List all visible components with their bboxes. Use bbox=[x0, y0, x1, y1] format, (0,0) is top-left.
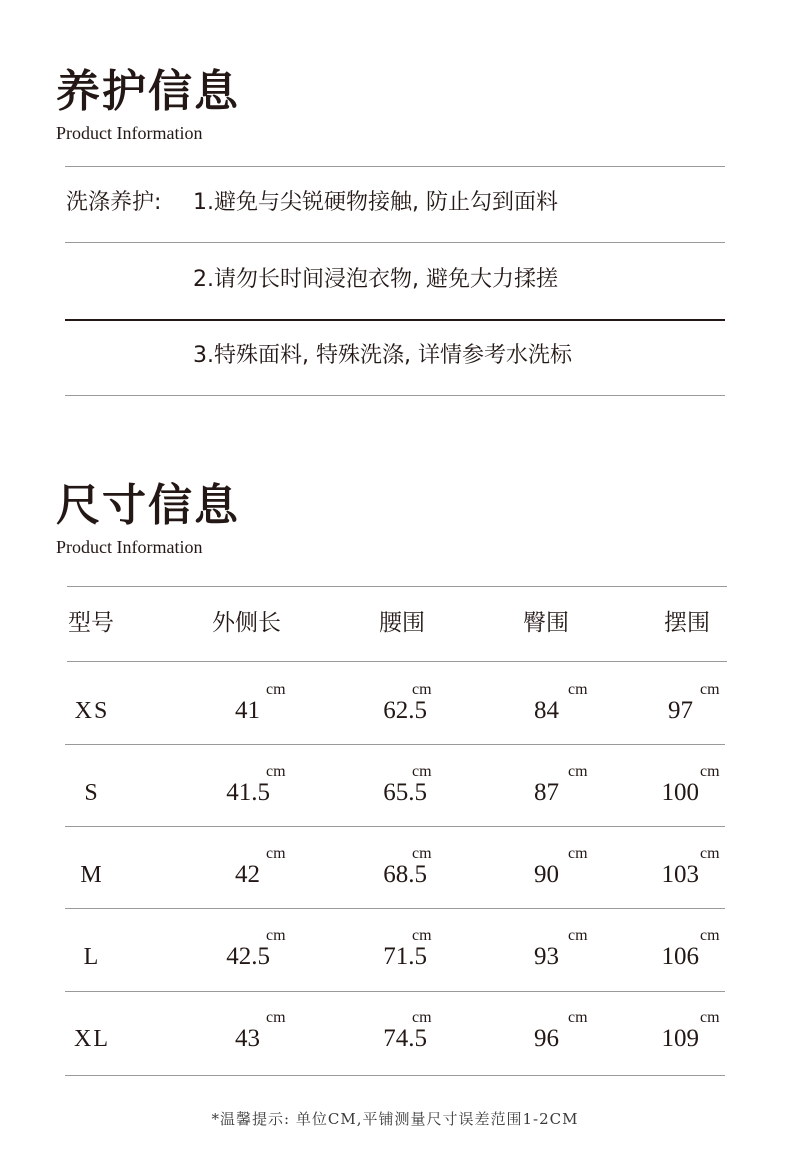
divider bbox=[65, 991, 725, 992]
unit-label: cm bbox=[266, 1009, 286, 1026]
unit-label: cm bbox=[266, 927, 286, 944]
outseam-value: 42.5 bbox=[226, 943, 270, 970]
outseam-value: 41 bbox=[235, 697, 260, 724]
header-waist: 腰围 bbox=[379, 610, 425, 636]
waist-value: 65.5 bbox=[383, 779, 427, 806]
hip-value: 84 bbox=[534, 697, 559, 724]
unit-label: cm bbox=[568, 927, 588, 944]
size-label: M bbox=[80, 862, 104, 888]
hem-value: 109 bbox=[661, 1025, 699, 1052]
waist-value: 68.5 bbox=[383, 861, 427, 888]
waist-value: 71.5 bbox=[383, 943, 427, 970]
size-label: S bbox=[84, 780, 100, 806]
unit-label: cm bbox=[412, 681, 432, 698]
header-hem: 摆围 bbox=[664, 610, 710, 636]
care-label: 洗涤养护: bbox=[66, 190, 162, 215]
unit-label: cm bbox=[266, 845, 286, 862]
divider bbox=[65, 242, 725, 243]
hip-value: 90 bbox=[534, 861, 559, 888]
divider bbox=[65, 744, 725, 745]
divider bbox=[65, 395, 725, 396]
measurement-note: *温馨提示: 单位CM,平铺测量尺寸误差范围1-2CM bbox=[211, 1110, 579, 1128]
waist-value: 74.5 bbox=[383, 1025, 427, 1052]
unit-label: cm bbox=[700, 845, 720, 862]
unit-label: cm bbox=[412, 1009, 432, 1026]
size-label: XS bbox=[74, 698, 110, 724]
outseam-value: 41.5 bbox=[226, 779, 270, 806]
outseam-value: 43 bbox=[235, 1025, 260, 1052]
unit-label: cm bbox=[412, 845, 432, 862]
unit-label: cm bbox=[266, 681, 286, 698]
divider bbox=[67, 661, 727, 662]
header-hip: 臀围 bbox=[523, 610, 569, 636]
outseam-value: 42 bbox=[235, 861, 260, 888]
care-line-2: 2.请勿长时间浸泡衣物, 避免大力揉搓 bbox=[193, 267, 558, 292]
care-title: 养护信息 bbox=[56, 66, 240, 117]
size-title: 尺寸信息 bbox=[56, 480, 240, 531]
divider bbox=[65, 166, 725, 167]
header-outseam: 外侧长 bbox=[212, 610, 281, 636]
unit-label: cm bbox=[700, 681, 720, 698]
divider bbox=[65, 826, 725, 827]
size-label: L bbox=[83, 944, 101, 970]
unit-label: cm bbox=[568, 763, 588, 780]
divider bbox=[65, 1075, 725, 1076]
size-subtitle: Product Information bbox=[56, 537, 203, 557]
hip-value: 93 bbox=[534, 943, 559, 970]
divider bbox=[67, 586, 727, 587]
hem-value: 97 bbox=[668, 697, 693, 724]
unit-label: cm bbox=[700, 763, 720, 780]
care-line-3: 3.特殊面料, 特殊洗涤, 详情参考水洗标 bbox=[193, 343, 572, 368]
waist-value: 62.5 bbox=[383, 697, 427, 724]
care-subtitle: Product Information bbox=[56, 123, 203, 143]
hem-value: 100 bbox=[661, 779, 699, 806]
unit-label: cm bbox=[412, 763, 432, 780]
hem-value: 106 bbox=[661, 943, 699, 970]
hip-value: 87 bbox=[534, 779, 559, 806]
header-model: 型号 bbox=[68, 610, 114, 636]
unit-label: cm bbox=[700, 927, 720, 944]
hip-value: 96 bbox=[534, 1025, 559, 1052]
unit-label: cm bbox=[568, 845, 588, 862]
unit-label: cm bbox=[568, 1009, 588, 1026]
unit-label: cm bbox=[412, 927, 432, 944]
size-label: XL bbox=[74, 1026, 110, 1052]
hem-value: 103 bbox=[661, 861, 699, 888]
divider bbox=[65, 319, 725, 321]
care-line-1: 1.避免与尖锐硬物接触, 防止勾到面料 bbox=[193, 190, 558, 215]
unit-label: cm bbox=[568, 681, 588, 698]
divider bbox=[65, 908, 725, 909]
unit-label: cm bbox=[700, 1009, 720, 1026]
unit-label: cm bbox=[266, 763, 286, 780]
